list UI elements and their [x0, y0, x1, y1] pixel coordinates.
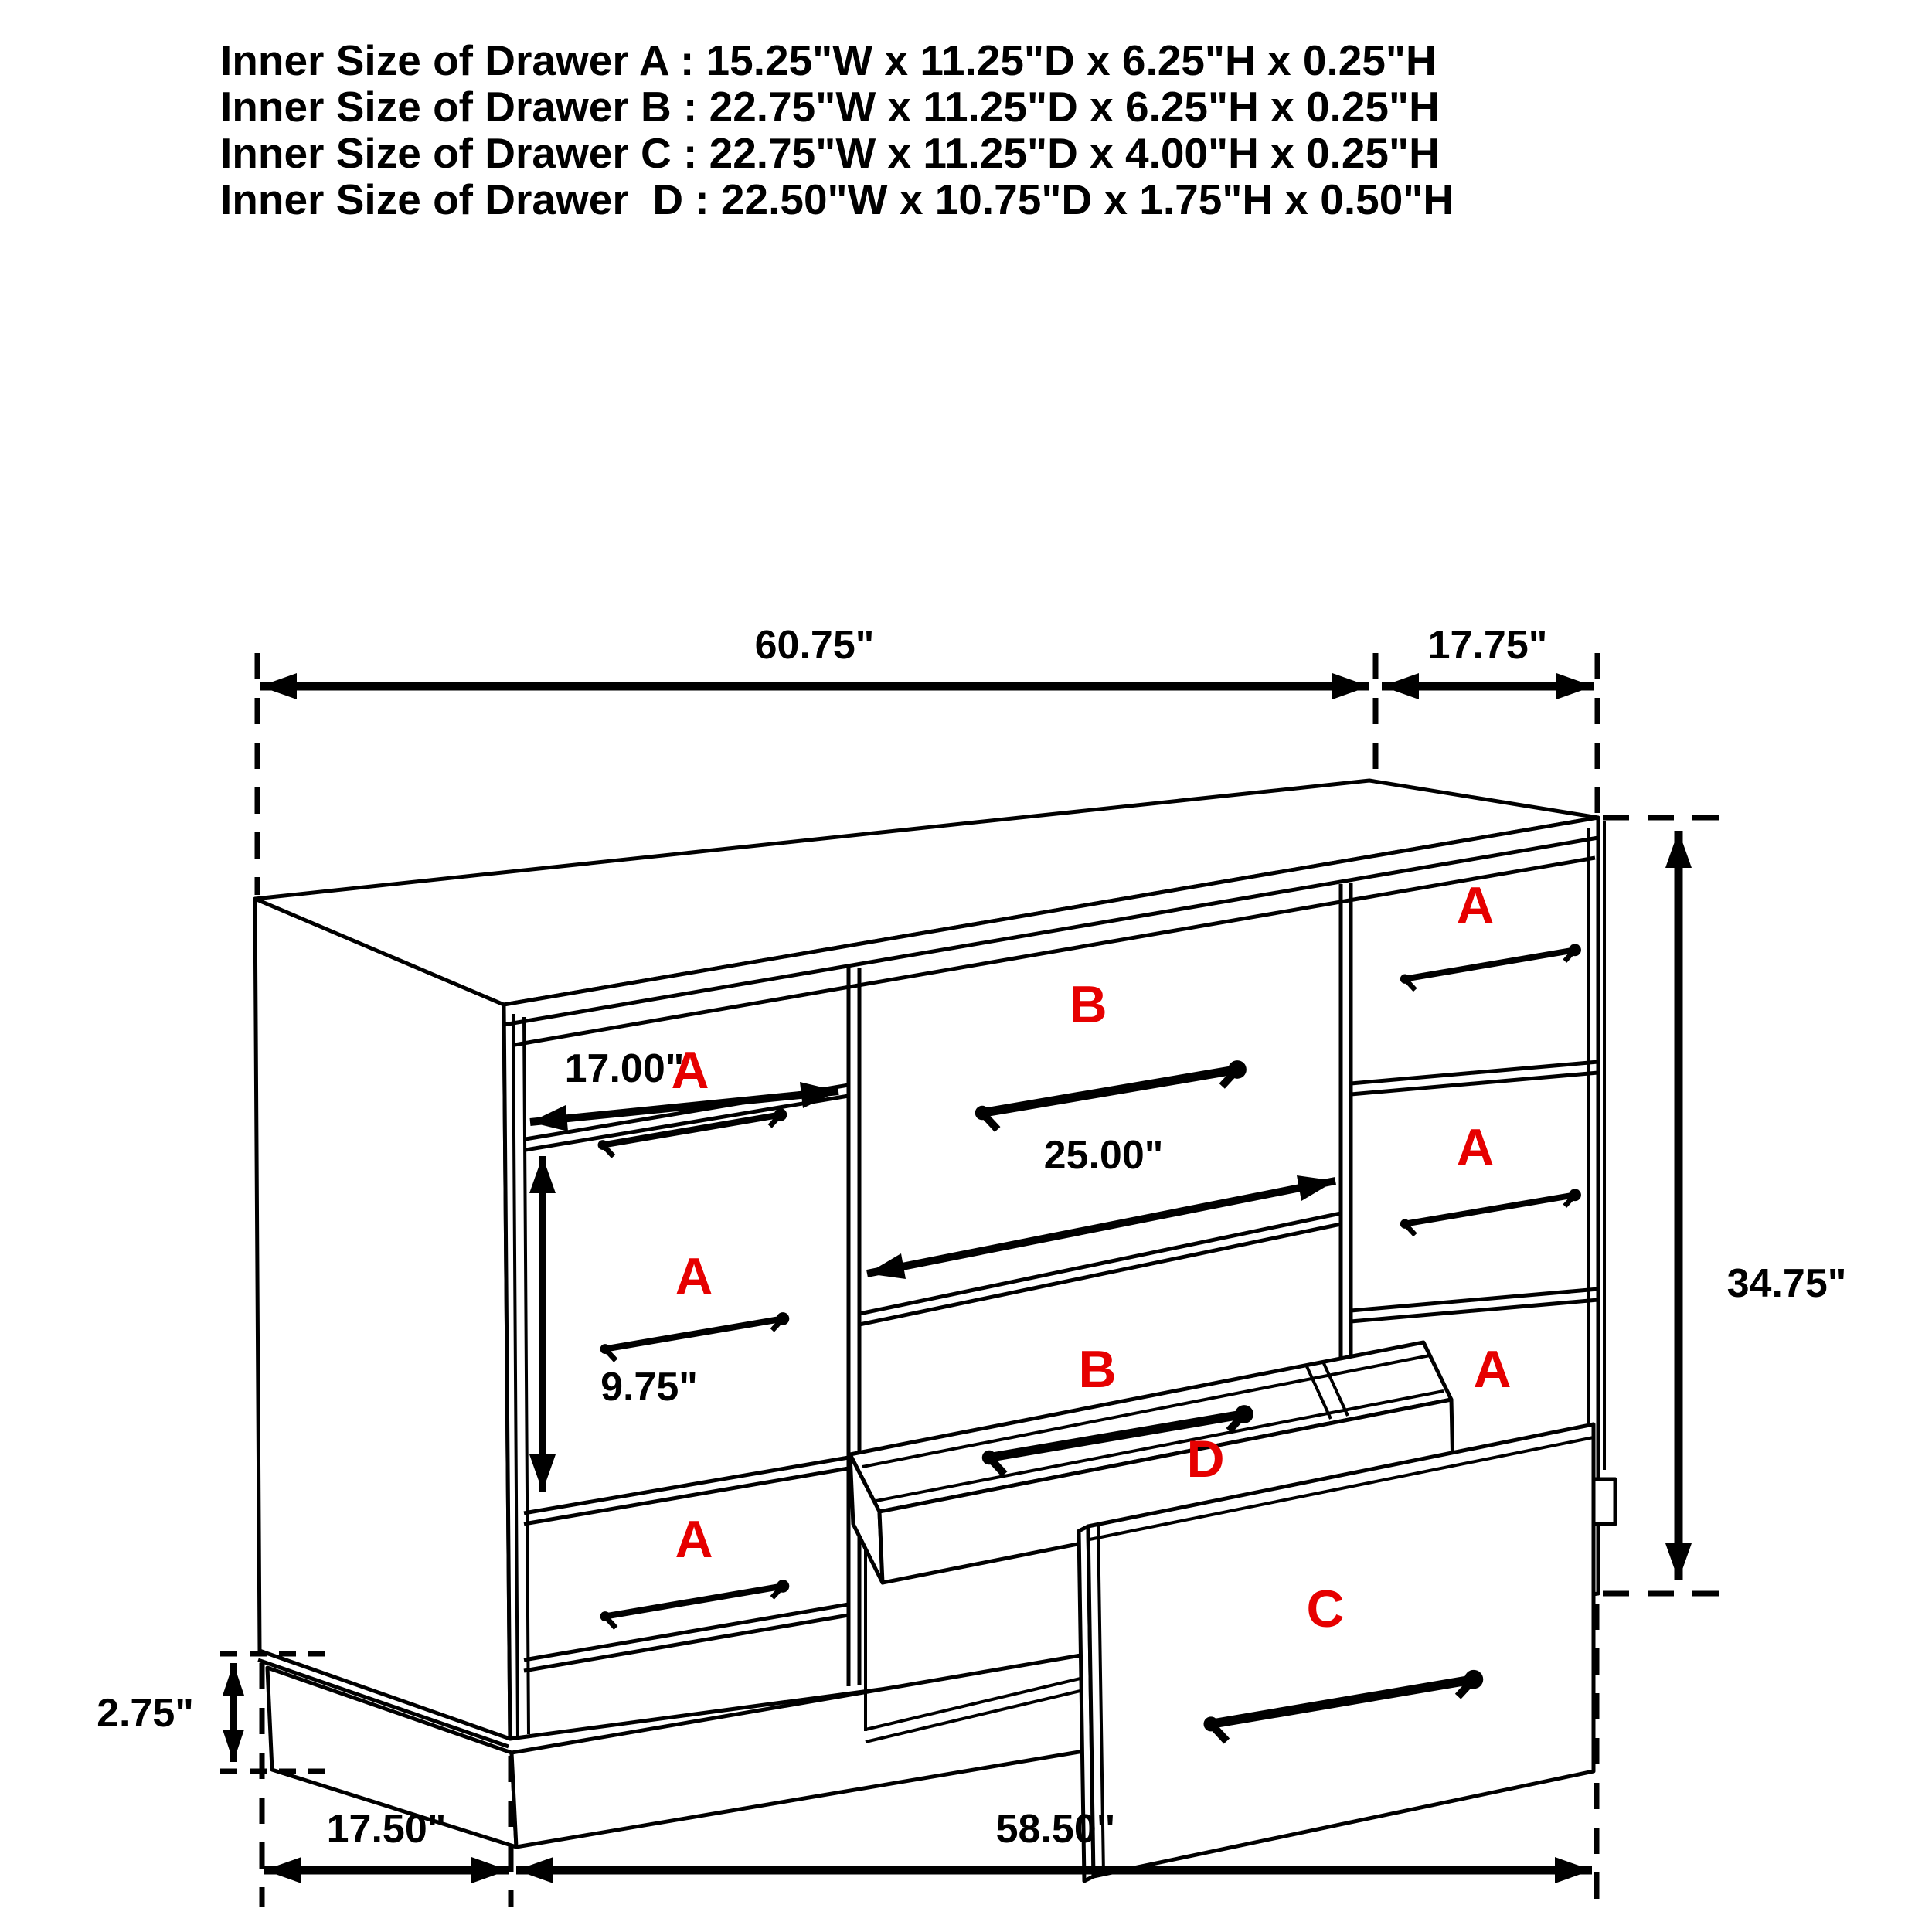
label-drawer-a-right-middle: A: [1456, 1118, 1495, 1177]
label-drawer-b-second: B: [1078, 1340, 1117, 1399]
arrowhead-right-icon: [471, 1857, 509, 1883]
dim-text-bottom-width: 58.50": [995, 1807, 1116, 1852]
arrowhead-right-icon: [1556, 673, 1594, 699]
label-drawer-a-left-middle: A: [675, 1247, 713, 1306]
title-line-drawer-d: Inner Size of Drawer D : 22.50"W x 10.75"D x 1.75"H x 0.50"H: [220, 175, 1454, 223]
title-line-drawer-c: Inner Size of Drawer C : 22.75"W x 11.25"D x 4.00"H x 0.25"H: [220, 129, 1440, 177]
arrowhead-left-icon: [1382, 673, 1419, 699]
dim-text-drawer-a-width: 17.00": [564, 1046, 685, 1091]
arrowhead-right-icon: [1332, 673, 1369, 699]
arrowhead-right-icon: [1555, 1857, 1592, 1883]
height-extension-dashed-lines: [1603, 818, 1737, 1594]
dim-text-drawer-b-width: 25.00": [1043, 1133, 1164, 1178]
dim-text-bottom-depth: 17.50": [326, 1807, 447, 1852]
arrowhead-left-icon: [260, 673, 297, 699]
label-drawer-b-top: B: [1069, 975, 1107, 1034]
label-drawer-d: D: [1186, 1430, 1225, 1488]
dim-text-top-depth: 17.75": [1427, 623, 1548, 668]
dim-text-base-height: 2.75": [97, 1691, 194, 1736]
label-drawer-c: C: [1306, 1580, 1345, 1638]
label-drawer-a-right-top: A: [1456, 876, 1495, 935]
arrowhead-down-icon: [223, 1730, 244, 1762]
arrowhead-up-icon: [223, 1663, 244, 1696]
dim-text-top-width: 60.75": [754, 623, 875, 668]
label-drawer-a-left-top: A: [671, 1041, 709, 1100]
label-drawer-a-right-lower: A: [1473, 1340, 1512, 1399]
title-line-drawer-a: Inner Size of Drawer A : 15.25"W x 11.25"D x 6.25"H x 0.25"H: [220, 36, 1437, 84]
arrowhead-left-icon: [264, 1857, 301, 1883]
title-line-drawer-b: Inner Size of Drawer B : 22.75"W x 11.25"D x 6.25"H x 0.25"H: [220, 83, 1440, 131]
arrowhead-up-icon: [1665, 831, 1692, 868]
arrowhead-left-icon: [516, 1857, 553, 1883]
left-side-panel: [255, 899, 510, 1739]
arrowhead-down-icon: [1665, 1543, 1692, 1580]
label-drawer-a-left-bottom: A: [675, 1510, 713, 1569]
title-block: [220, 36, 1454, 223]
dim-text-middle-drawer-height: 9.75": [600, 1365, 698, 1410]
dim-text-right-height: 34.75": [1726, 1261, 1847, 1306]
dimension-right-height: [1603, 818, 1846, 1594]
